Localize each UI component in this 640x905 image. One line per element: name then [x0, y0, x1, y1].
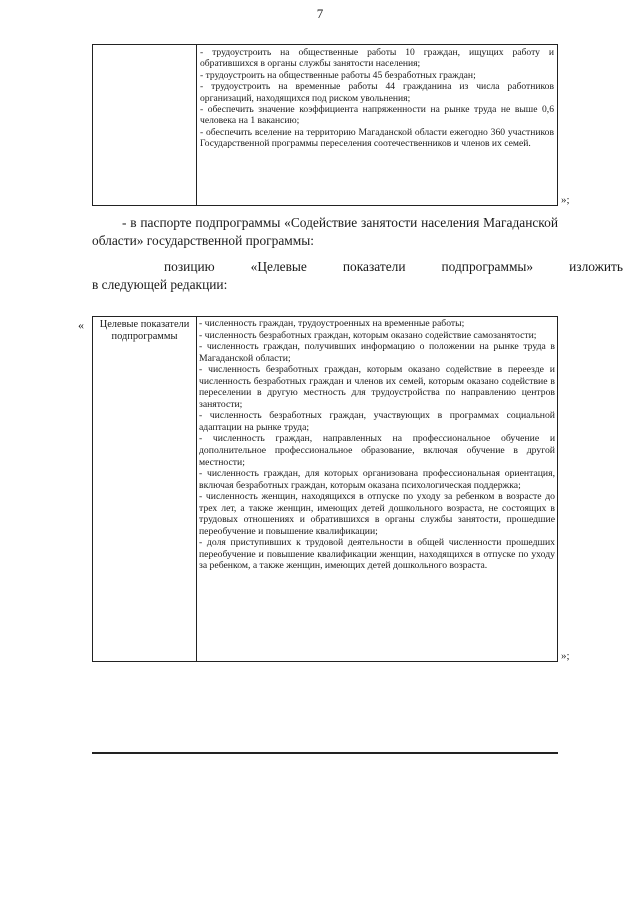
table-right-cell: [197, 45, 557, 205]
paragraph-line: [128, 258, 624, 276]
footer-divider: [92, 752, 558, 754]
list-item: - численность безработных граждан, участвующих в программах социальной адаптации на рынке труда;: [199, 410, 555, 433]
word: подпрограммы»: [441, 259, 534, 274]
closing-quote-mark: »;: [561, 194, 570, 206]
list-item: - численность граждан, направленных на профессиональное обучение и дополнительное профессиональное образование, включая обучение в другой местности;: [199, 433, 555, 468]
list-item: - численность безработных граждан, которым оказано содействие в переезде и численность безработных граждан и членов их семей, которым оказано содействие в переселении в другую местность для трудоустройства по направлению центров занятости;: [199, 364, 555, 410]
word: изложить: [569, 259, 624, 274]
table-target-indicators: [92, 316, 558, 662]
list-item: - численность граждан, для которых организована профессиональная ориентация, включая безработных граждан, которым оказана психологическая поддержка;: [199, 468, 555, 491]
list-item: - численность граждан, трудоустроенных на временные работы;: [199, 318, 465, 329]
page-number: 7: [316, 6, 324, 21]
table-header-cell: Целевые показатели подпрограммы: [93, 317, 197, 661]
word: «Целевые: [250, 259, 307, 274]
paragraph-position-edit: [92, 258, 624, 294]
table-right-cell: [197, 317, 557, 661]
paragraph-line: в следующей редакции:: [92, 277, 228, 292]
opening-quote-mark: «: [78, 318, 84, 332]
list-item: - численность безработных граждан, которым оказано содействие самозанятости;: [199, 329, 537, 341]
paragraph-passport-subprogram: - в паспорте подпрограммы «Содействие занятости населения Магаданской области» государственной программы:: [92, 215, 558, 248]
list-item: - численность женщин, находящихся в отпуске по уходу за ребенком в возрасте до трех лет, а также женщин, имеющих детей дошкольного возраста, не состоящих в трудовых отношениях и обратившихся в органы службы занятости, прошедшие переобучение и повышение квалификации;: [199, 491, 555, 537]
word: показатели: [342, 259, 406, 274]
table-left-cell: [93, 45, 197, 205]
word: позицию: [164, 259, 215, 274]
list-item: - трудоустроить на общественные работы 10 граждан, ищущих работу и обратившихся в органы службы занятости населения;: [200, 47, 554, 70]
list-item: - обеспечить вселение на территорию Магаданской области ежегодно 360 участников Государственной программы переселения соотечественников и членов их семей.: [200, 126, 554, 150]
list-item: - численность граждан, получивших информацию о положении на рынке труда в Магаданской области;: [199, 341, 555, 364]
list-item: - трудоустроить на общественные работы 45 безработных граждан;: [200, 69, 476, 81]
closing-quote-mark: »;: [561, 650, 570, 662]
list-item: - трудоустроить на временные работы 44 гражданина из числа работников организаций, находящихся под риском увольнения;: [200, 81, 554, 104]
table-previous-indicators: [92, 44, 558, 206]
list-item: - доля приступивших к трудовой деятельности в общей численности прошедших переобучение и повышение квалификации женщин, находящихся в отпуске по уходу за ребенком, а также женщин, имеющих детей дошкольного возраста.: [199, 537, 555, 572]
list-item: - обеспечить значение коэффициента напряженности на рынке труда не выше 0,6 человека на 1 вакансию;: [200, 104, 554, 127]
